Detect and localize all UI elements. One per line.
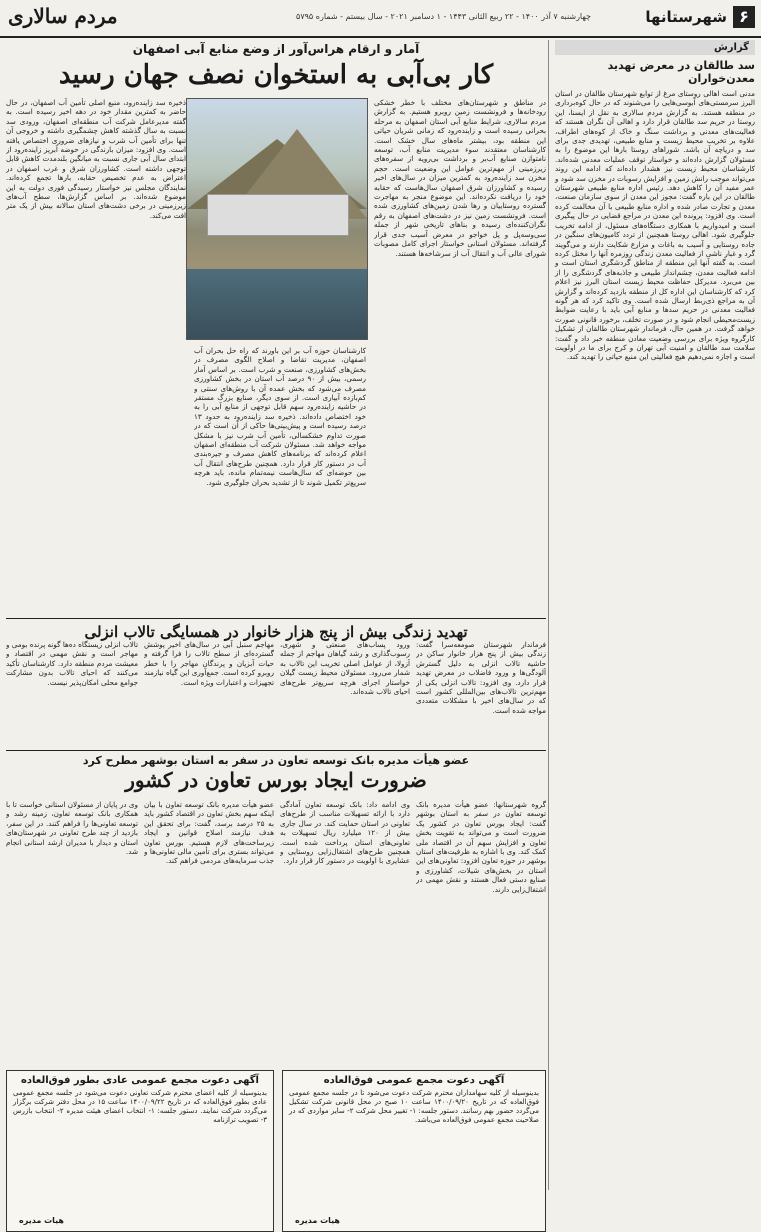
date-line: چهارشنبه ۷ آذر ۱۴۰۰ - ۲۲ ربیع الثانی ۱۴۴۳ - ۱ دسامبر ۲۰۲۱ - سال بیستم - شماره ۵۷۹۵ <box>296 12 591 21</box>
main-col-1: در مناطق و شهرستان‌های مختلف با خطر خشکی رودخانه‌ها و فرونشست زمین روبرو هستیم. به گزارش مردم سالاری، شرایط منابع آبی استان اصفهان به مرحله بحرانی رسیده است و زاینده‌رود که زمانی شریان حیاتی این منطقه بود، بیشتر ماه‌های سال خشک است. کارشناسان معتقدند سوء مدیریت منابع آب، توسعه نامتوازن صنایع آب‌بر و برداشت بی‌رویه از سفره‌های زیرزمینی از مهم‌ترین عوامل این وضعیت است. حجم مخزن سد زاینده‌رود به کمترین میزان در سال‌های اخیر رسیده و کشاورزان شرق اصفهان سال‌هاست که حقابه خود را دریافت نکرده‌اند. این موضوع منجر به مهاجرت گسترده روستاییان و رها شدن زمین‌های کشاورزی شده است. فرونشست زمین نیز در دشت‌های اصفهان به رقم نگران‌کننده‌ای رسیده و بناهای تاریخی شهر از جمله سی‌وسه‌پل و پل خواجو در معرض آسیب جدی قرار گرفته‌اند. مسئولان استانی خواستار اجرای کامل مصوبات شورای عالی آب و انتقال آب از سرشاخه‌ها هستند. <box>374 98 546 258</box>
ad1-signature: هیات مدیره <box>295 1216 340 1225</box>
page-number: ۶ <box>733 6 755 28</box>
main-col-2: کارشناسان حوزه آب بر این باورند که راه حل بحران آب اصفهان، مدیریت تقاضا و اصلاح الگوی مصرف در بخش‌های کشاورزی، صنعت و شرب است. بر اساس آمار رسمی، بیش از ۹۰ درصد آب استان در بخش کشاورزی مصرف می‌شود که بخش عمده آن با روش‌های سنتی و کم‌بازده آبیاری است. از سوی دیگر، صنایع بزرگ مستقر در حاشیه زاینده‌رود سهم قابل توجهی از منابع آبی را به خود اختصاص داده‌اند. ذخیره سد زاینده‌رود به حدود ۱۳ درصد رسیده است و پیش‌بینی‌ها حاکی از آن است که در صورت تداوم خشکسالی، تأمین آب شرب نیز با مشکل مواجه خواهد شد. مسئولان شرکت آب منطقه‌ای اصفهان اعلام کرده‌اند که برنامه‌های کاهش مصرف و جیره‌بندی آب در دستور کار قرار دارد. همچنین طرح‌های انتقال آب بین حوضه‌ای که سال‌هاست نیمه‌تمام مانده، باید هرچه سریع‌تر تکمیل شوند تا از تشدید بحران جلوگیری شود. <box>194 346 366 487</box>
section3-col-4: وی در پایان از مسئولان استانی خواست تا با همکاری بانک توسعه تعاون، زمینه رشد و توسعه تعاونی‌ها را فراهم کنند. در این سفر، بازدید از چند طرح تعاونی در شهرستان‌های استان و دیدار با مدیران ارشد استانی انجام شد. <box>6 800 138 857</box>
ad1-title: آگهی دعوت مجمع عمومی فوق‌العاده <box>323 1075 505 1086</box>
newspaper-logo: مردم سالاری <box>8 4 118 28</box>
section-name: شهرستانها <box>645 8 727 26</box>
section2-col-2: ورود پساب‌های صنعتی و شهری، رسوب‌گذاری و رشد گیاهان مهاجم از جمله آزولا، از عوامل اصلی تخریب این تالاب به شمار می‌رود. مسئولان محیط زیست گیلان خواستار اجرای هرچه سریع‌تر طرح‌های احیای تالاب شده‌اند. <box>280 640 410 697</box>
main-headline: کار بی‌آبی به استخوان نصف جهان رسید <box>58 60 494 90</box>
section3-surtitle: عضو هیأت مدیره بانک توسعه تعاون در سفر به استان بوشهر مطرح کرد <box>6 750 546 767</box>
ad2-body: بدینوسیله از کلیه اعضای محترم شرکت تعاونی دعوت می‌شود در جلسه مجمع عمومی عادی بطور فوق‌العاده که در تاریخ ۱۴۰۰/۰۹/۲۲ ساعت ۱۵ در محل دفتر شرکت برگزار می‌گردد شرکت نمایند. دستور جلسه: ۱- انتخاب اعضای هیئت مدیره ۲- انتخاب بازرس ۳- تصویب ترازنامه <box>13 1089 267 1124</box>
report-body: مدنی است اهالی روستای مرغ از توابع شهرستان طالقان در استان البرز سرمستی‌های آبوسی‌هایی را می‌شنوند که در حال کوه‌برداری در منطقه هستند. به گزارش مردم سالاری به نقل از ایسنا، این روستا در حریم سد طالقان قرار دارد و اهالی آن نگران هستند که فعالیت‌های معدنی و برداشت سنگ و خاک از کوه‌های اطراف، علاوه بر تخریب محیط زیست و منابع طبیعی، تهدیدی جدی برای سد و دریاچه آن باشد. شوراهای روستا بارها این موضوع را به مسئولان گزارش داده‌اند و خواستار توقف عملیات معدنی شده‌اند. کارشناسان محیط زیست نیز هشدار داده‌اند که ادامه این روند می‌تواند موجب رانش زمین و افزایش رسوبات در مخزن سد شود و عمر مفید آن را کاهش دهد. رئیس اداره منابع طبیعی شهرستان طالقان در این باره گفت: مجوز این معدن از سوی سازمان صنعت، معدن و تجارت صادر شده و اداره منابع طبیعی با آن مخالفت کرده است. وی افزود: پرونده این معدن در مراجع قضایی در حال پیگیری است و امیدواریم با همکاری دستگاه‌های مسئول، از ادامه تخریب جلوگیری شود. اهالی روستا همچنین از تردد کامیون‌های سنگین در جاده روستایی و آسیب به باغات و مزارع شکایت دارند و می‌گویند گرد و غبار ناشی از فعالیت معدن زندگی روزمره آنها را مختل کرده است. به گفته آنها این منطقه از مناطق گردشگری استان است و ادامه فعالیت معدن، چشم‌انداز طبیعی و جاذبه‌های گردشگری را از بین می‌برد. مدیرکل حفاظت محیط زیست استان البرز نیز اعلام کرد که کارشناسان این اداره کل از منطقه بازدید کرده‌اند و گزارش آن به مراجع ذی‌ربط ارسال شده است. وی تاکید کرد که هر گونه فعالیت معدنی در حریم سدها و منابع آبی باید با رعایت ضوابط زیست‌محیطی انجام شود و در صورت تخلف، برخورد قانونی صورت خواهد گرفت. در همین حال، فرماندار شهرستان طالقان از تشکیل کارگروه ویژه برای بررسی وضعیت معادن منطقه خبر داد و گفت: سلامت سد طالقان و امنیت آبی تهران و کرج برای ما در اولویت است و اجازه نمی‌دهیم هیچ فعالیتی این منبع حیاتی را تهدید کند. <box>555 89 755 362</box>
ad2-title: آگهی دعوت مجمع عمومی عادی بطور فوق‌العاده <box>21 1075 259 1086</box>
photo-water <box>187 269 367 339</box>
report-kicker: گزارش <box>555 40 755 55</box>
section3-col-3: عضو هیأت مدیره بانک توسعه تعاون با بیان اینکه سهم بخش تعاون در اقتصاد کشور باید به ۲۵ درصد برسد، گفت: برای تحقق این هدف نیازمند اصلاح قوانین و ایجاد زیرساخت‌های لازم هستیم. بورس تعاون می‌تواند بستری برای تأمین مالی تعاونی‌ها و جذب سرمایه‌های مردمی فراهم کند. <box>144 800 274 866</box>
ad-box-1 <box>282 1070 546 1232</box>
section3-title: ضرورت ایجاد بورس تعاون در کشور <box>125 768 427 792</box>
section2-col-4: تالاب انزلی زیستگاه ده‌ها گونه پرنده بومی و مهاجر است و نقش مهمی در اقتصاد و معیشت مردم منطقه دارد. کارشناسان تأکید می‌کنند که احیای تالاب بدون مشارکت جوامع محلی امکان‌پذیر نیست. <box>6 640 138 687</box>
report-title: سد طالقان در معرض تهدید معدن‌خواران <box>607 59 755 85</box>
section2-columns <box>6 640 546 740</box>
section3-columns <box>6 800 546 1060</box>
main-col-3: ذخیره سد زاینده‌رود، منبع اصلی تأمین آب اصفهان، در حال حاضر به کمترین مقدار خود در دهه اخیر رسیده است. به گفته مدیرعامل شرکت آب منطقه‌ای اصفهان، ورودی سد نسبت به سال گذشته کاهش چشمگیری داشته و خروجی آن تنها برای تأمین آب شرب و نیازهای ضروری اختصاص یافته است. وی افزود: میزان بارندگی در حوضه آبریز زاینده‌رود از ابتدای سال آبی جاری نسبت به میانگین بلندمدت کاهش قابل توجهی داشته است. کشاورزان شرق و غرب اصفهان در اعتراض به عدم تخصیص حقابه، بارها تجمع کرده‌اند. نمایندگان مجلس نیز خواستار رسیدگی فوری دولت به این موضوع شده‌اند. بر اساس گزارش‌ها، سطح آب‌های زیرزمینی در برخی دشت‌های استان سالانه بیش از یک متر افت می‌کند. <box>6 98 186 220</box>
section2-col-3: مهاجم سنبل آبی در سال‌های اخیر پوشش گسترده‌ای از سطح تالاب را فرا گرفته و حیات آبزیان و پرندگان مهاجر را با خطر روبرو کرده است. جمع‌آوری این گیاه نیازمند تجهیزات و اعتبارات ویژه است. <box>144 640 274 687</box>
dam-photo <box>186 98 368 340</box>
section2-title: تهدید زندگی بیش از پنج هزار خانوار در همسایگی تالاب انزلی <box>6 618 546 641</box>
photo-dam <box>207 194 349 236</box>
ad1-body: بدینوسیله از کلیه سهامداران محترم شرکت دعوت می‌شود تا در جلسه مجمع عمومی فوق‌العاده که در تاریخ ۱۴۰۰/۰۹/۲۰ ساعت ۱۰ صبح در محل قانونی شرکت تشکیل می‌گردد حضور بهم رسانند. دستور جلسه: ۱- تغییر محل شرکت ۲- سایر مواردی که در صلاحیت مجمع عمومی فوق‌العاده می‌باشد. <box>289 1089 540 1124</box>
section3-col-2: وی ادامه داد: بانک توسعه تعاون آمادگی دارد با ارائه تسهیلات مناسب از طرح‌های تعاونی در استان حمایت کند. در سال جاری بیش از ۱۲۰ میلیارد ریال تسهیلات به تعاونی‌های استان پرداخت شده است. همچنین طرح‌های اشتغال‌زایی روستایی و عشایری با اولویت در دستور کار قرار دارد. <box>280 800 410 866</box>
section3-col-1: گروه شهرستانها: عضو هیأت مدیره بانک توسعه تعاون در سفر به استان بوشهر گفت: ایجاد بورس تعاون در کشور یک ضرورت است و می‌تواند به تقویت بخش تعاون و افزایش سهم آن در اقتصاد ملی کمک کند. وی با اشاره به ظرفیت‌های استان بوشهر در حوزه تعاون افزود: تعاونی‌های این استان در بخش‌های شیلات، کشاورزی و صنایع دستی فعال هستند و نقش مهمی در اشتغال‌زایی دارند. <box>416 800 546 894</box>
main-surtitle: آمار و ارقام هراس‌آور از وضع منابع آبی اصفهان <box>132 42 420 56</box>
main-area <box>6 40 546 1225</box>
ad-box-2 <box>6 1070 274 1232</box>
section2-col-1: فرماندار شهرستان صومعه‌سرا گفت: زندگی بیش از پنج هزار خانوار ساکن در حاشیه تالاب انزلی به دلیل گسترش آلودگی‌ها و ورود فاضلاب در معرض تهدید قرار دارد. وی افزود: تالاب انزلی یکی از مهم‌ترین تالاب‌های بین‌المللی کشور است که در سال‌های اخیر با مشکلات متعددی مواجه شده است. <box>416 640 546 715</box>
page-header <box>0 0 761 38</box>
ad2-signature: هیات مدیره <box>19 1216 64 1225</box>
right-column-report <box>548 40 755 1190</box>
